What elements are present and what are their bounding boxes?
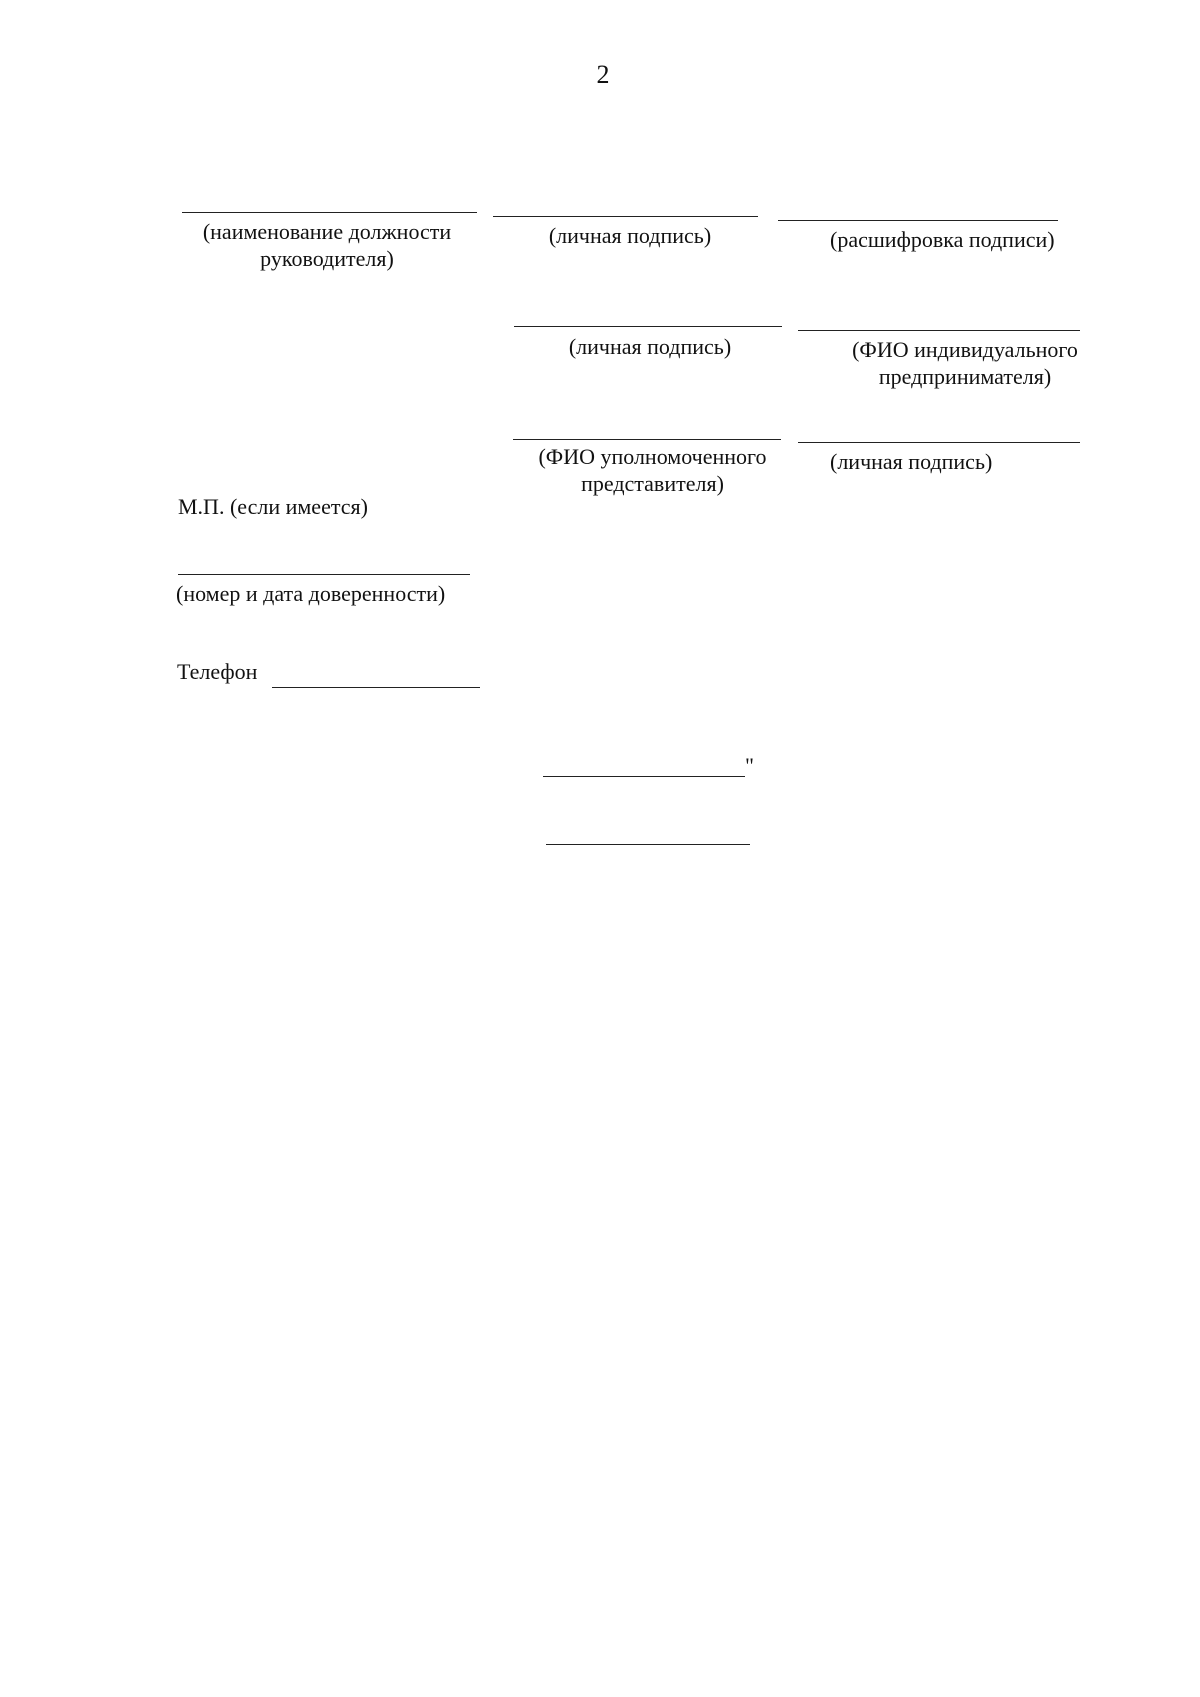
decryption-caption: (расшифровка подписи) bbox=[830, 227, 1055, 252]
date-line-1 bbox=[543, 776, 745, 777]
entrepreneur-caption bbox=[835, 336, 1095, 390]
stamp-text: М.П. (если имеется) bbox=[178, 494, 368, 519]
representative-caption-line-2: представителя) bbox=[581, 471, 724, 496]
entrepreneur-line bbox=[798, 330, 1080, 331]
signature-caption-2: (личная подпись) bbox=[568, 334, 732, 359]
power-of-attorney-line bbox=[178, 574, 470, 575]
decryption-line bbox=[778, 220, 1058, 221]
entrepreneur-caption-line-1: (ФИО индивидуального bbox=[852, 337, 1078, 362]
position-line bbox=[182, 212, 477, 213]
position-caption-line-2: руководителя) bbox=[260, 246, 394, 271]
quote-mark: " bbox=[745, 753, 754, 778]
phone-line bbox=[272, 687, 480, 688]
signature-caption-3: (личная подпись) bbox=[830, 449, 993, 474]
power-of-attorney-caption: (номер и дата доверенности) bbox=[176, 581, 446, 606]
representative-caption-line-1: (ФИО уполномоченного bbox=[538, 444, 767, 469]
signature-line-2 bbox=[514, 326, 782, 327]
page-number: 2 bbox=[596, 60, 610, 89]
signature-line-1 bbox=[493, 216, 758, 217]
signature-caption-1: (личная подпись) bbox=[548, 223, 712, 248]
representative-line bbox=[513, 439, 781, 440]
position-caption bbox=[172, 218, 482, 272]
date-line-2 bbox=[546, 844, 750, 845]
signature-line-3 bbox=[798, 442, 1080, 443]
entrepreneur-caption-line-2: предпринимателя) bbox=[878, 364, 1052, 389]
position-caption-line-1: (наименование должности bbox=[202, 219, 452, 244]
representative-caption bbox=[515, 443, 790, 497]
phone-label: Телефон bbox=[177, 659, 258, 684]
